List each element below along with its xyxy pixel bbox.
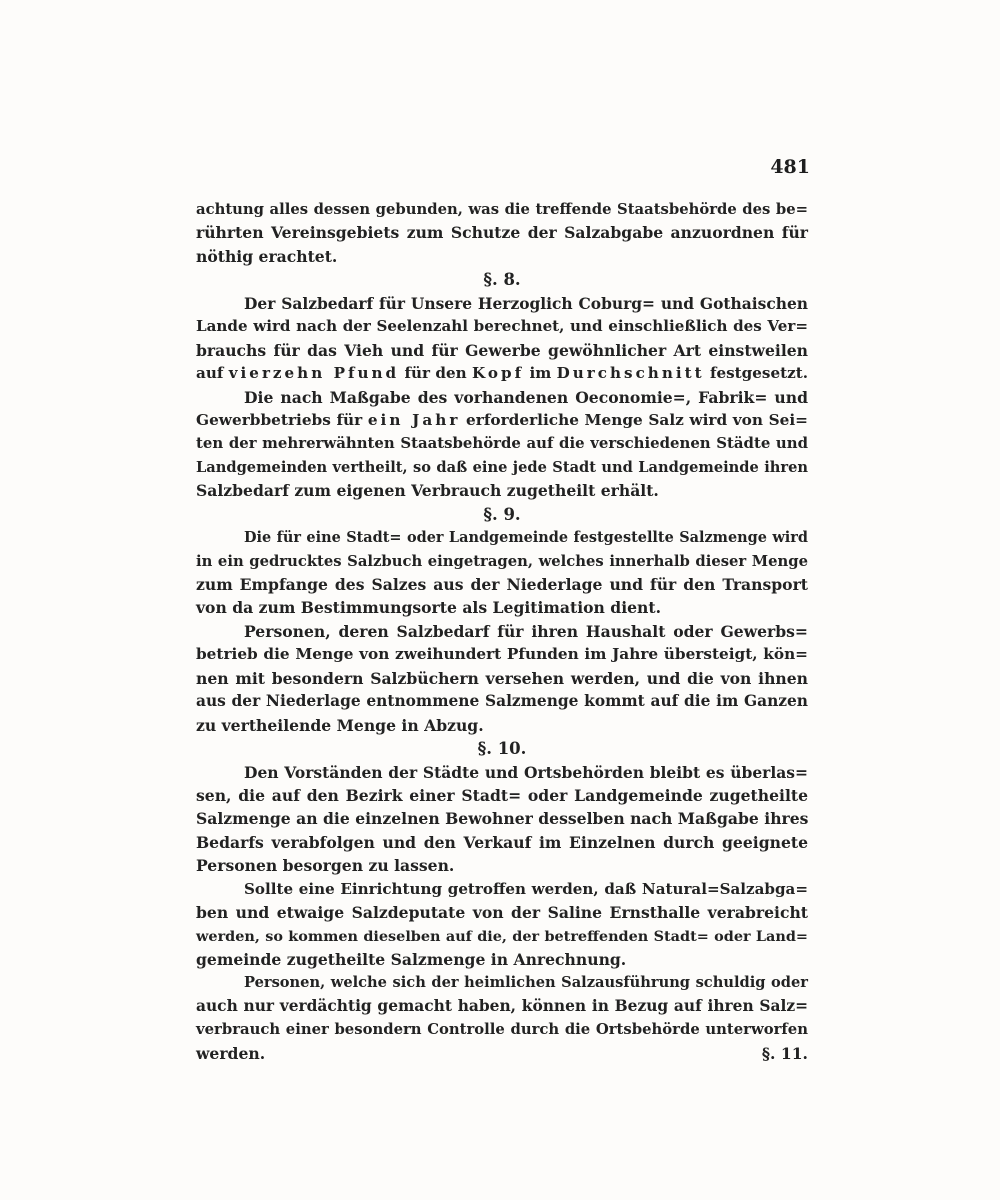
catchword: §. 11. <box>761 1043 808 1063</box>
text-run: erforderliche Menge Salz wird von Sei= <box>460 410 808 429</box>
text-line: verbrauch einer besondern Controlle durch die Ortsbehörde unterworfen <box>196 1021 808 1039</box>
text-line: Die nach Maßgabe des vorhandenen Oeconomie=, Fabrik= und <box>244 387 808 407</box>
text-line: Personen, deren Salzbedarf für ihren Haushalt oder Gewerbs= <box>244 621 808 641</box>
text-line: Landgemeinden vertheilt, so daß eine jede Stadt und Landgemeinde ihren <box>196 458 808 476</box>
text-line: zu vertheilende Menge in Abzug. <box>196 715 484 735</box>
text-line: brauchs für das Vieh und für Gewerbe gewöhnlicher Art einstweilen <box>196 340 808 360</box>
text-line: Bedarfs verabfolgen und den Verkauf im Einzelnen durch geeignete <box>196 832 808 852</box>
text-line: Die für eine Stadt= oder Landgemeinde festgestellte Salzmenge wird <box>244 529 808 547</box>
text-line: in ein gedrucktes Salzbuch eingetragen, welches innerhalb dieser Menge <box>196 552 808 570</box>
text-line: rührten Vereinsgebiets zum Schutze der Salzabgabe anzuordnen für <box>196 223 808 243</box>
text-run: auf <box>196 364 229 383</box>
text-line: ben und etwaige Salzdeputate von der Saline Ernsthalle verabreicht <box>196 903 808 923</box>
text-run: Gewerbbetriebs für <box>196 410 368 429</box>
text-line: nen mit besondern Salzbüchern versehen werden, und die von ihnen <box>196 668 808 688</box>
text-line-spaced <box>196 362 808 385</box>
emphasis-spaced: Durchschnitt <box>556 364 705 383</box>
text-run: im <box>524 364 557 383</box>
text-line: gemeinde zugetheilte Salzmenge in Anrechnung. <box>196 950 627 969</box>
text-line: Den Vorständen der Städte und Ortsbehörden bleibt es überlas= <box>244 762 808 782</box>
text-line: Personen besorgen zu lassen. <box>196 856 455 876</box>
text-line: achtung alles dessen gebunden, was die treffende Staatsbehörde des be= <box>196 201 808 218</box>
text-line: Personen, welche sich der heimlichen Salzausführung schuldig oder <box>244 974 808 992</box>
text-run: werden. <box>196 1043 266 1063</box>
emphasis-spaced: ein Jahr <box>367 410 461 429</box>
body-text <box>196 198 808 1065</box>
text-line: Lande wird nach der Seelenzahl berechnet, und einschließlich des Ver= <box>196 317 808 336</box>
emphasis-spaced: vierzehn Pfund <box>228 364 400 383</box>
page-number: 481 <box>770 156 810 178</box>
text-line: werden, so kommen dieselben auf die, der betreffenden Stadt= oder Land= <box>196 927 808 945</box>
text-line-spaced <box>196 409 808 432</box>
section-heading-9: §. 9. <box>483 504 521 524</box>
text-run: für den <box>399 364 473 383</box>
final-line <box>196 1042 808 1065</box>
text-line: sen, die auf den Bezirk einer Stadt= oder Landgemeinde zugetheilte <box>196 785 808 805</box>
text-line: Salzmenge an die einzelnen Bewohner desselben nach Maßgabe ihres <box>196 809 809 829</box>
text-line: Sollte eine Einrichtung getroffen werden, daß Natural=Salzabga= <box>244 879 808 898</box>
emphasis-spaced: Kopf <box>472 364 525 383</box>
text-run: festgesetzt. <box>704 364 808 383</box>
text-line: auch nur verdächtig gemacht haben, können in Bezug auf ihren Salz= <box>196 996 808 1015</box>
text-line: aus der Niederlage entnommene Salzmenge kommt auf die im Ganzen <box>196 692 808 711</box>
text-line: nöthig erachtet. <box>196 246 338 266</box>
text-line: zum Empfange des Salzes aus der Niederlage und für den Transport <box>196 575 808 594</box>
section-heading-8: §. 8. <box>483 270 521 290</box>
text-line: ten der mehrerwähnten Staatsbehörde auf die verschiedenen Städte und <box>196 434 808 453</box>
text-line: Salzbedarf zum eigenen Verbrauch zugetheilt erhält. <box>196 481 659 501</box>
text-line: betrieb die Menge von zweihundert Pfunden im Jahre übersteigt, kön= <box>196 645 808 664</box>
section-heading-10: §. 10. <box>477 739 527 759</box>
text-line: von da zum Bestimmungsorte als Legitimation dient. <box>196 598 662 618</box>
text-line: Der Salzbedarf für Unsere Herzoglich Coburg= und Gothaischen <box>244 293 808 313</box>
